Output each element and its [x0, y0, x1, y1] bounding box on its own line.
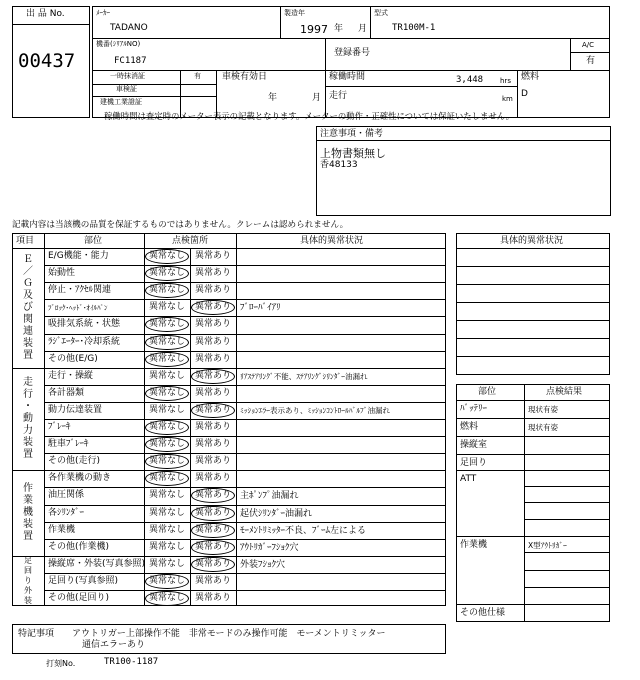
status-abnormal: 異常あり [195, 302, 232, 313]
hours-unit: hrs [500, 77, 511, 85]
row-part: 走行・操縦 [48, 370, 94, 381]
status-abnormal: 異常あり [195, 473, 232, 484]
group-label-char: 関 [23, 313, 33, 325]
row-detail: ｱｳﾄﾘｶﾞｰﾌｼｮｸ穴 [240, 542, 299, 553]
group-label-char: 作 [23, 483, 33, 495]
group-label-char: ／ [23, 265, 33, 277]
ac-label: A/C [582, 41, 595, 49]
status-circle [191, 369, 235, 384]
stamp-label: 打刻No. [46, 659, 76, 668]
row-divider [44, 573, 446, 574]
status-normal: 異常なし [149, 473, 186, 484]
group-label-char: 連 [23, 325, 33, 337]
col-part-header: 部位 [84, 236, 103, 246]
result-part: ﾊﾞｯﾃﾘｰ [460, 404, 488, 414]
group-label-char: 及 [23, 289, 33, 301]
col-detail-header: 具体的異常状況 [300, 236, 364, 246]
row-part: ﾗｼﾞｴｰﾀｰ･冷却系統 [48, 336, 121, 347]
status-circle [145, 352, 189, 367]
row-part: E/G機能・能力 [48, 251, 109, 261]
row-part: 操縦席・外装(写真参照) [48, 558, 146, 569]
status-normal: 異常なし [149, 387, 186, 398]
result-divider [456, 470, 610, 471]
status-normal: 異常なし [149, 285, 186, 296]
model-value: TR100M-1 [392, 23, 436, 33]
status-abnormal: 異常あり [195, 268, 232, 279]
result-part: 操縦室 [460, 440, 488, 450]
status-normal: 異常なし [149, 302, 186, 313]
status-abnormal: 異常あり [195, 370, 232, 381]
group-label-char: 装 [24, 596, 32, 606]
status-abnormal: 異常あり [195, 490, 232, 501]
stamp-value: TR100-1187 [104, 657, 159, 667]
status-normal: 異常なし [149, 507, 186, 518]
notes-line-1: 上物書類無し [320, 147, 386, 160]
row-divider [44, 265, 446, 266]
result-subdivider [524, 486, 610, 487]
row-divider [44, 334, 446, 335]
status-circle [145, 591, 189, 606]
result-value: 現状有姿 [528, 423, 558, 432]
year-value: 1997 [300, 23, 328, 36]
status-normal: 異常なし [149, 575, 186, 586]
group-label-char: ・ [23, 401, 33, 412]
status-circle [191, 540, 235, 555]
result-divider [456, 604, 610, 605]
lot-number: 00437 [18, 50, 76, 72]
model-label: 型式 [374, 9, 388, 17]
row-divider [44, 385, 446, 386]
lot-label: 出 品 No. [26, 9, 65, 19]
right-detail-header: 具体的異常状況 [500, 236, 564, 246]
row-part: ﾌﾞﾛｯｸ･ﾍｯﾄﾞ･ｵｲﾙﾊﾟﾝ [48, 304, 108, 313]
inspection-valid-label: 車検有効日 [222, 72, 268, 82]
hours-label: 稼働時間 [329, 72, 366, 82]
row-divider [44, 419, 446, 420]
row-part: 各ｼﾘﾝﾀﾞｰ [48, 507, 85, 518]
special-line-1: アウトリガー上部操作不能 非常モードのみ操作可能 モーメントリミッター [72, 629, 386, 639]
temp-permit-value: 有 [194, 72, 201, 80]
row-part: 駐車ﾌﾞﾚｰｷ [48, 439, 89, 450]
row-divider [12, 470, 446, 471]
inspection-cert-label: 車検証 [116, 85, 137, 93]
status-abnormal: 異常あり [195, 456, 232, 467]
status-normal: 異常なし [149, 319, 186, 330]
status-abnormal: 異常あり [195, 387, 232, 398]
ac-value: 有 [586, 56, 596, 66]
group-label [21, 483, 35, 543]
construction-cert-label: 建機工業證証 [100, 98, 142, 106]
result-subdivider [524, 570, 610, 571]
right-detail-line [456, 284, 610, 285]
status-circle [191, 506, 235, 521]
status-circle [145, 249, 189, 264]
maker-label: ﾒｰｶｰ [96, 9, 110, 17]
status-circle [145, 386, 189, 401]
group-label-char: び [23, 301, 33, 313]
status-abnormal: 異常あり [195, 285, 232, 296]
group-label-char: 業 [23, 495, 33, 507]
row-part: 始動性 [48, 268, 76, 279]
status-abnormal: 異常あり [195, 336, 232, 347]
result-divider [456, 536, 610, 537]
row-part: 各計器類 [48, 387, 85, 398]
row-detail: 主ﾎﾟﾝﾌﾟ油漏れ [240, 491, 299, 502]
right-detail-line [456, 356, 610, 357]
group-label-char: 機 [23, 507, 33, 519]
status-abnormal: 異常あり [195, 251, 232, 261]
right-detail-line [456, 338, 610, 339]
result-part: その他仕様 [460, 608, 506, 618]
result-divider [456, 400, 610, 401]
group-label-char: 回 [24, 566, 32, 576]
result-part: 燃料 [460, 422, 479, 432]
hours-value: 3,448 [456, 75, 484, 85]
right-detail-line [456, 248, 610, 249]
status-abnormal: 異常あり [195, 353, 232, 364]
notes-label: 注意事項・備考 [320, 129, 384, 139]
status-abnormal: 異常あり [195, 541, 232, 552]
month-unit: 月 [358, 24, 368, 34]
row-part: その他(作業機) [48, 541, 110, 552]
status-normal: 異常なし [149, 456, 186, 467]
group-label-char: 置 [23, 531, 33, 543]
mileage-label: 走行 [329, 91, 348, 101]
status-circle [191, 523, 235, 538]
group-label-char: 走 [23, 377, 33, 388]
result-col-part: 部位 [478, 387, 497, 397]
status-abnormal: 異常あり [195, 439, 232, 450]
group-label-char: 足 [24, 556, 32, 566]
row-part: その他(足回り) [48, 593, 110, 603]
group-label-char: り [24, 576, 32, 586]
special-line-2: 通信エラーあり [82, 640, 146, 650]
fuel-label: 燃料 [521, 72, 540, 82]
right-detail-line [456, 302, 610, 303]
row-part: ﾌﾞﾚｰｷ [48, 422, 71, 432]
status-abnormal: 異常あり [195, 404, 232, 415]
group-label-char: 動 [23, 413, 33, 424]
row-divider [44, 487, 446, 488]
right-detail-line [456, 266, 610, 267]
row-divider [12, 556, 446, 557]
row-divider [44, 316, 446, 317]
group-label-char: Ｅ [23, 253, 33, 265]
status-normal: 異常なし [149, 404, 186, 415]
row-detail: ﾓｰﾒﾝﾄﾘﾐｯﾀｰ不良、ﾌﾞｰﾑ左による [240, 525, 367, 536]
fuel-value: D [521, 89, 528, 99]
status-normal: 異常なし [149, 370, 186, 381]
result-divider [456, 418, 610, 419]
result-part: 作業機 [460, 540, 488, 550]
status-normal: 異常なし [149, 524, 186, 535]
result-divider [456, 454, 610, 455]
row-divider [44, 522, 446, 523]
result-subdivider [524, 502, 610, 503]
inspection-year-unit: 年 [268, 93, 278, 103]
row-part: 吸排気系統・状態 [48, 319, 121, 330]
result-divider [456, 436, 610, 437]
right-detail-line [456, 320, 610, 321]
row-divider [44, 299, 446, 300]
row-part: その他(走行) [48, 456, 101, 467]
result-value: X型ｱｳﾄﾘｶﾞｰ [528, 541, 567, 550]
status-circle [145, 574, 189, 589]
row-part: 足回り(写真参照) [48, 575, 119, 586]
group-label-char: Ｇ [23, 277, 33, 289]
group-label [21, 556, 35, 606]
row-part: 動力伝達装置 [48, 404, 103, 415]
group-label-char: 装 [23, 519, 33, 531]
row-detail: ﾌﾞﾛｰﾊﾞｲｱﾘ [240, 303, 281, 314]
status-abnormal: 異常あり [195, 558, 232, 569]
maker-value: TADANO [110, 23, 148, 33]
group-label-char: 行 [23, 389, 33, 400]
status-normal: 異常なし [149, 439, 186, 450]
group-label-char: 装 [23, 437, 33, 448]
special-label: 特記事項 [18, 629, 55, 639]
row-divider [44, 402, 446, 403]
status-abnormal: 異常あり [195, 319, 232, 330]
row-divider [44, 590, 446, 591]
result-col-result: 点検結果 [546, 387, 583, 397]
group-label [21, 377, 35, 461]
result-subdivider [524, 519, 610, 520]
row-detail: 起伏ｼﾘﾝﾀﾞｰ油漏れ [240, 508, 313, 519]
status-normal: 異常なし [149, 353, 186, 364]
group-label-char: 装 [23, 337, 33, 349]
status-abnormal: 異常あり [195, 593, 232, 603]
row-part: その他(E/G) [48, 353, 98, 364]
header-grid [92, 6, 610, 121]
right-detail-box [456, 233, 610, 375]
status-abnormal: 異常あり [195, 524, 232, 535]
status-normal: 異常なし [149, 251, 186, 261]
group-label-char: 力 [23, 425, 33, 436]
row-part: 各作業機の動き [48, 473, 112, 484]
result-subdivider [524, 552, 610, 553]
result-part: 足回り [460, 458, 488, 468]
status-normal: 異常なし [149, 336, 186, 347]
status-abnormal: 異常あり [195, 575, 232, 586]
lot-divider [12, 24, 90, 25]
row-divider [44, 436, 446, 437]
row-detail: ﾘｱｽﾃｱﾘﾝｸﾞ不能、ｽﾃｱﾘﾝｸﾞｼﾘﾝﾀﾞｰ油漏れ [240, 371, 368, 381]
row-divider [44, 453, 446, 454]
status-circle [191, 557, 235, 572]
row-part: 停止・ｱｸｾﾙ関連 [48, 285, 112, 296]
group-label [21, 254, 35, 362]
status-normal: 異常なし [149, 268, 186, 279]
col-item-header: 項目 [16, 236, 35, 246]
row-part: 作業機 [48, 524, 76, 535]
registration-label: 登録番号 [334, 48, 371, 58]
status-circle [191, 403, 235, 418]
row-divider [44, 351, 446, 352]
result-part: ATT [460, 474, 477, 484]
inspection-month-unit: 月 [312, 93, 322, 103]
group-label-char: 外 [24, 586, 32, 596]
serial-label: 機番(ｼﾘｱﾙNO) [96, 40, 141, 48]
status-abnormal: 異常あり [195, 422, 232, 432]
temp-permit-label: 一時抹消証 [110, 72, 145, 80]
serial-value: FC1187 [114, 56, 147, 66]
row-detail: 外装ﾌｼｮｸ穴 [240, 559, 286, 570]
row-divider [44, 539, 446, 540]
status-abnormal: 異常あり [195, 507, 232, 518]
group-label-char: 置 [23, 449, 33, 460]
row-divider [44, 505, 446, 506]
disclaimer: 記載内容は当該機の品質を保証するものではありません。クレームは認められません。 [12, 220, 349, 230]
year-label: 製造年 [284, 9, 305, 17]
status-normal: 異常なし [149, 558, 186, 569]
result-value: 現状有姿 [528, 405, 558, 414]
row-divider [44, 282, 446, 283]
status-normal: 異常なし [149, 593, 186, 603]
status-normal: 異常なし [149, 422, 186, 432]
year-unit: 年 [334, 24, 344, 34]
status-circle [145, 335, 189, 350]
status-circle [145, 420, 189, 435]
row-detail: ﾐｯｼｮﾝｴﾗｰ表示あり、ﾐｯｼｮﾝｺﾝﾄﾛｰﾙﾊﾞﾙﾌﾞ油漏れ [240, 405, 390, 415]
km-unit: km [502, 95, 513, 103]
hours-note: 稼働時間は査定時のメーター表示の記載となります。メーターの動作・正確性については保証いたしません。 [104, 111, 515, 121]
group-label-char: 置 [23, 349, 33, 361]
status-normal: 異常なし [149, 490, 186, 501]
result-subdivider [524, 587, 610, 588]
row-divider [12, 368, 446, 369]
notes-line-2: 香48133 [320, 160, 358, 170]
row-part: 油圧関係 [48, 490, 85, 501]
col-check-header: 点検箇所 [172, 236, 209, 246]
status-normal: 異常なし [149, 541, 186, 552]
